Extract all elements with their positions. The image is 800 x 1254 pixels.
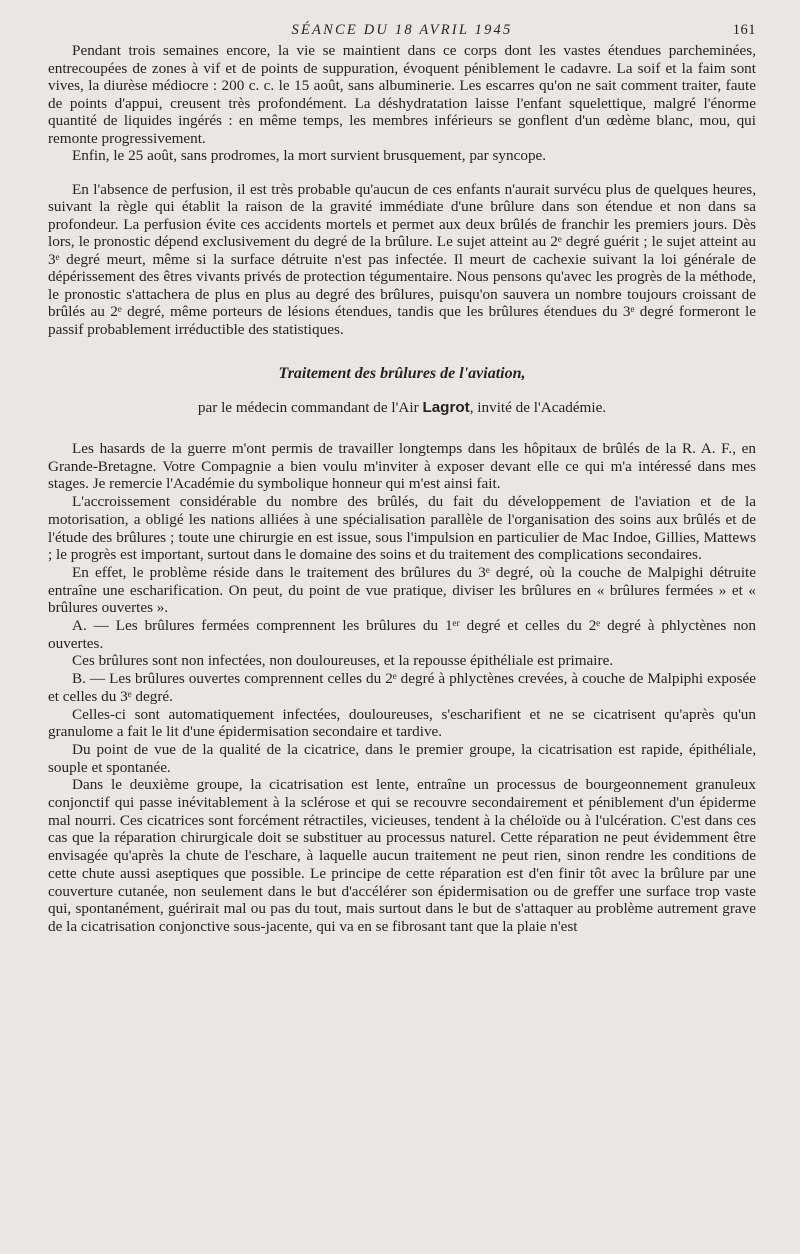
case-continuation (48, 42, 756, 165)
byline-suffix: , invité de l'Académie. (469, 399, 607, 416)
section-title: Traitement des brûlures de l'aviation, (278, 365, 526, 382)
byline (48, 398, 756, 418)
paragraph: En effet, le problème réside dans le traitement des brûlures du 3ᵉ degré, où la couche de Malpighi détruite entraîne une escharification. On peut, du point de vue pratique, diviser les brûlures en « brûlures fermées » et « brûlures ouvertes ». (48, 563, 756, 617)
paragraph: B. — Les brûlures ouvertes comprennent celles du 2ᵉ degré à phlyctènes crevées, à couche de Malpiphi exposée et celles du 3ᵉ degré. (48, 670, 756, 705)
paragraph: Enfin, le 25 août, sans prodromes, la mort survient brusquement, par syncope. (72, 147, 547, 164)
running-header (48, 0, 756, 42)
paragraph: Celles-ci sont automatiquement infectées, douloureuses, s'escharifient et ne se cicatrisent qu'après qu'un granulome a fait le lit d'une épidermisation secondaire et tardive. (48, 705, 756, 741)
paragraph: A. — Les brûlures fermées comprennent les brûlures du 1ᵉʳ degré et celles du 2ᵉ degré à phlyctènes non ouvertes. (48, 617, 756, 652)
case-conclusion (48, 181, 756, 339)
paragraph: Pendant trois semaines encore, la vie se maintient dans ce corps dont les vastes étendues parcheminées, entrecoupées de zones à vif et de points de suppuration, évoquent péniblement le cadavre. La soif et la faim sont vives, la diurèse médiocre : 200 c. c. le 15 août, sans albuminerie. Les escarres qu'on ne sait comment traiter, faute de points d'appui, creusent très profondément. La déshydratation laisse l'enfant squelettique, malgré l'énorme quantité de liquides ingérés : en même temps, les membres inférieurs se gonflent d'un œdème blanc, mou, qui remonte progressivement. (48, 42, 756, 147)
author-name: Lagrot (422, 399, 470, 416)
paragraph: Ces brûlures sont non infectées, non douloureuses, et la repousse épithéliale est primaire. (72, 652, 614, 670)
running-title: SÉANCE DU 18 AVRIL 1945 (291, 22, 513, 38)
article-body (48, 440, 756, 936)
paragraph: L'accroissement considérable du nombre des brûlés, du fait du développement de l'aviation et de la motorisation, a obligé les nations alliées à une spécialisation parallèle de l'organisation des soins aux brûlés et de l'étude des brûlures ; toute une chirurgie en est issue, sous l'impulsion en particulier de Mac Indoe, Gillies, Mattews ; le progrès est important, surtout dans le domaine des soins et du traitement des complications secondaires. (48, 493, 756, 564)
paragraph: Dans le deuxième groupe, la cicatrisation est lente, entraîne un processus de bourgeonnement granuleux conjonctif qui passe inévitablement à la sclérose et qui se recouvre secondairement et péniblement d'un épiderme mal nourri. Ces cicatrices sont forcément rétractiles, vicieuses, tendent à la chéloïde ou à l'ulcération. C'est dans ces cas que la réparation chirurgicale doit se substituer au processus naturel. Cette réparation ne peut évidemment être envisagée qu'après la chute de l'eschare, à laquelle aucun traitement ne peut rien, sinon rendre les conditions de cette chute aussi aseptiques que possible. Le principe de cette réparation est d'en finir tôt avec la brûlure par une couverture cutanée, non seulement dans le but d'accélérer son épidermisation ou de greffer une surface trop vaste qui, spontanément, guérirait mal ou pas du tout, mais surtout dans le but de s'attaquer au problème autrement grave de la cicatrisation conjonctive sous-jacente, qui va en se fibrosant tant que la plaie n'est (48, 776, 756, 935)
page-number: 161 (732, 22, 756, 38)
paragraph: En l'absence de perfusion, il est très probable qu'aucun de ces enfants n'aurait survécu plus de quelques heures, suivant la règle qui établit la raison de la gravité immédiate d'une brûlure dans son étendue et non dans sa profondeur. La perfusion évite ces accidents mortels et permet aux deux brûlés de franchir les premiers jours. Dès lors, le pronostic dépend exclusivement du degré de la brûlure. Le sujet atteint au 2ᵉ degré guérit ; le sujet atteint au 3ᵉ degré meurt, même si la surface détruite n'est pas infectée. Il meurt de cachexie suivant la loi générale de dépérissement des êtres vivants privés de protection tégumentaire. Nous pensons qu'avec les progrès de la méthode, le pronostic s'attachera de plus en plus au degré des brûlures, puisqu'on sauvera un nombre toujours croissant de brûlés au 2ᵉ degré, même porteurs de lésions étendues, tandis que les brûlures étendues du 3ᵉ degré formeront le passif probablement irréductible des statistiques. (48, 180, 756, 338)
paragraph: Les hasards de la guerre m'ont permis de travailler longtemps dans les hôpitaux de brûlés de la R. A. F., en Grande-Bretagne. Votre Compagnie a bien voulu m'inviter à exposer devant elle ce qui m'a intéressé dans mes stages. Je remercie l'Académie du symbolique honneur qui m'est ainsi fait. (48, 440, 756, 493)
paragraph: Du point de vue de la qualité de la cicatrice, dans le premier groupe, la cicatrisation est rapide, épithéliale, souple et spontanée. (48, 740, 756, 776)
byline-prefix: par le médecin commandant de l'Air (197, 399, 423, 416)
